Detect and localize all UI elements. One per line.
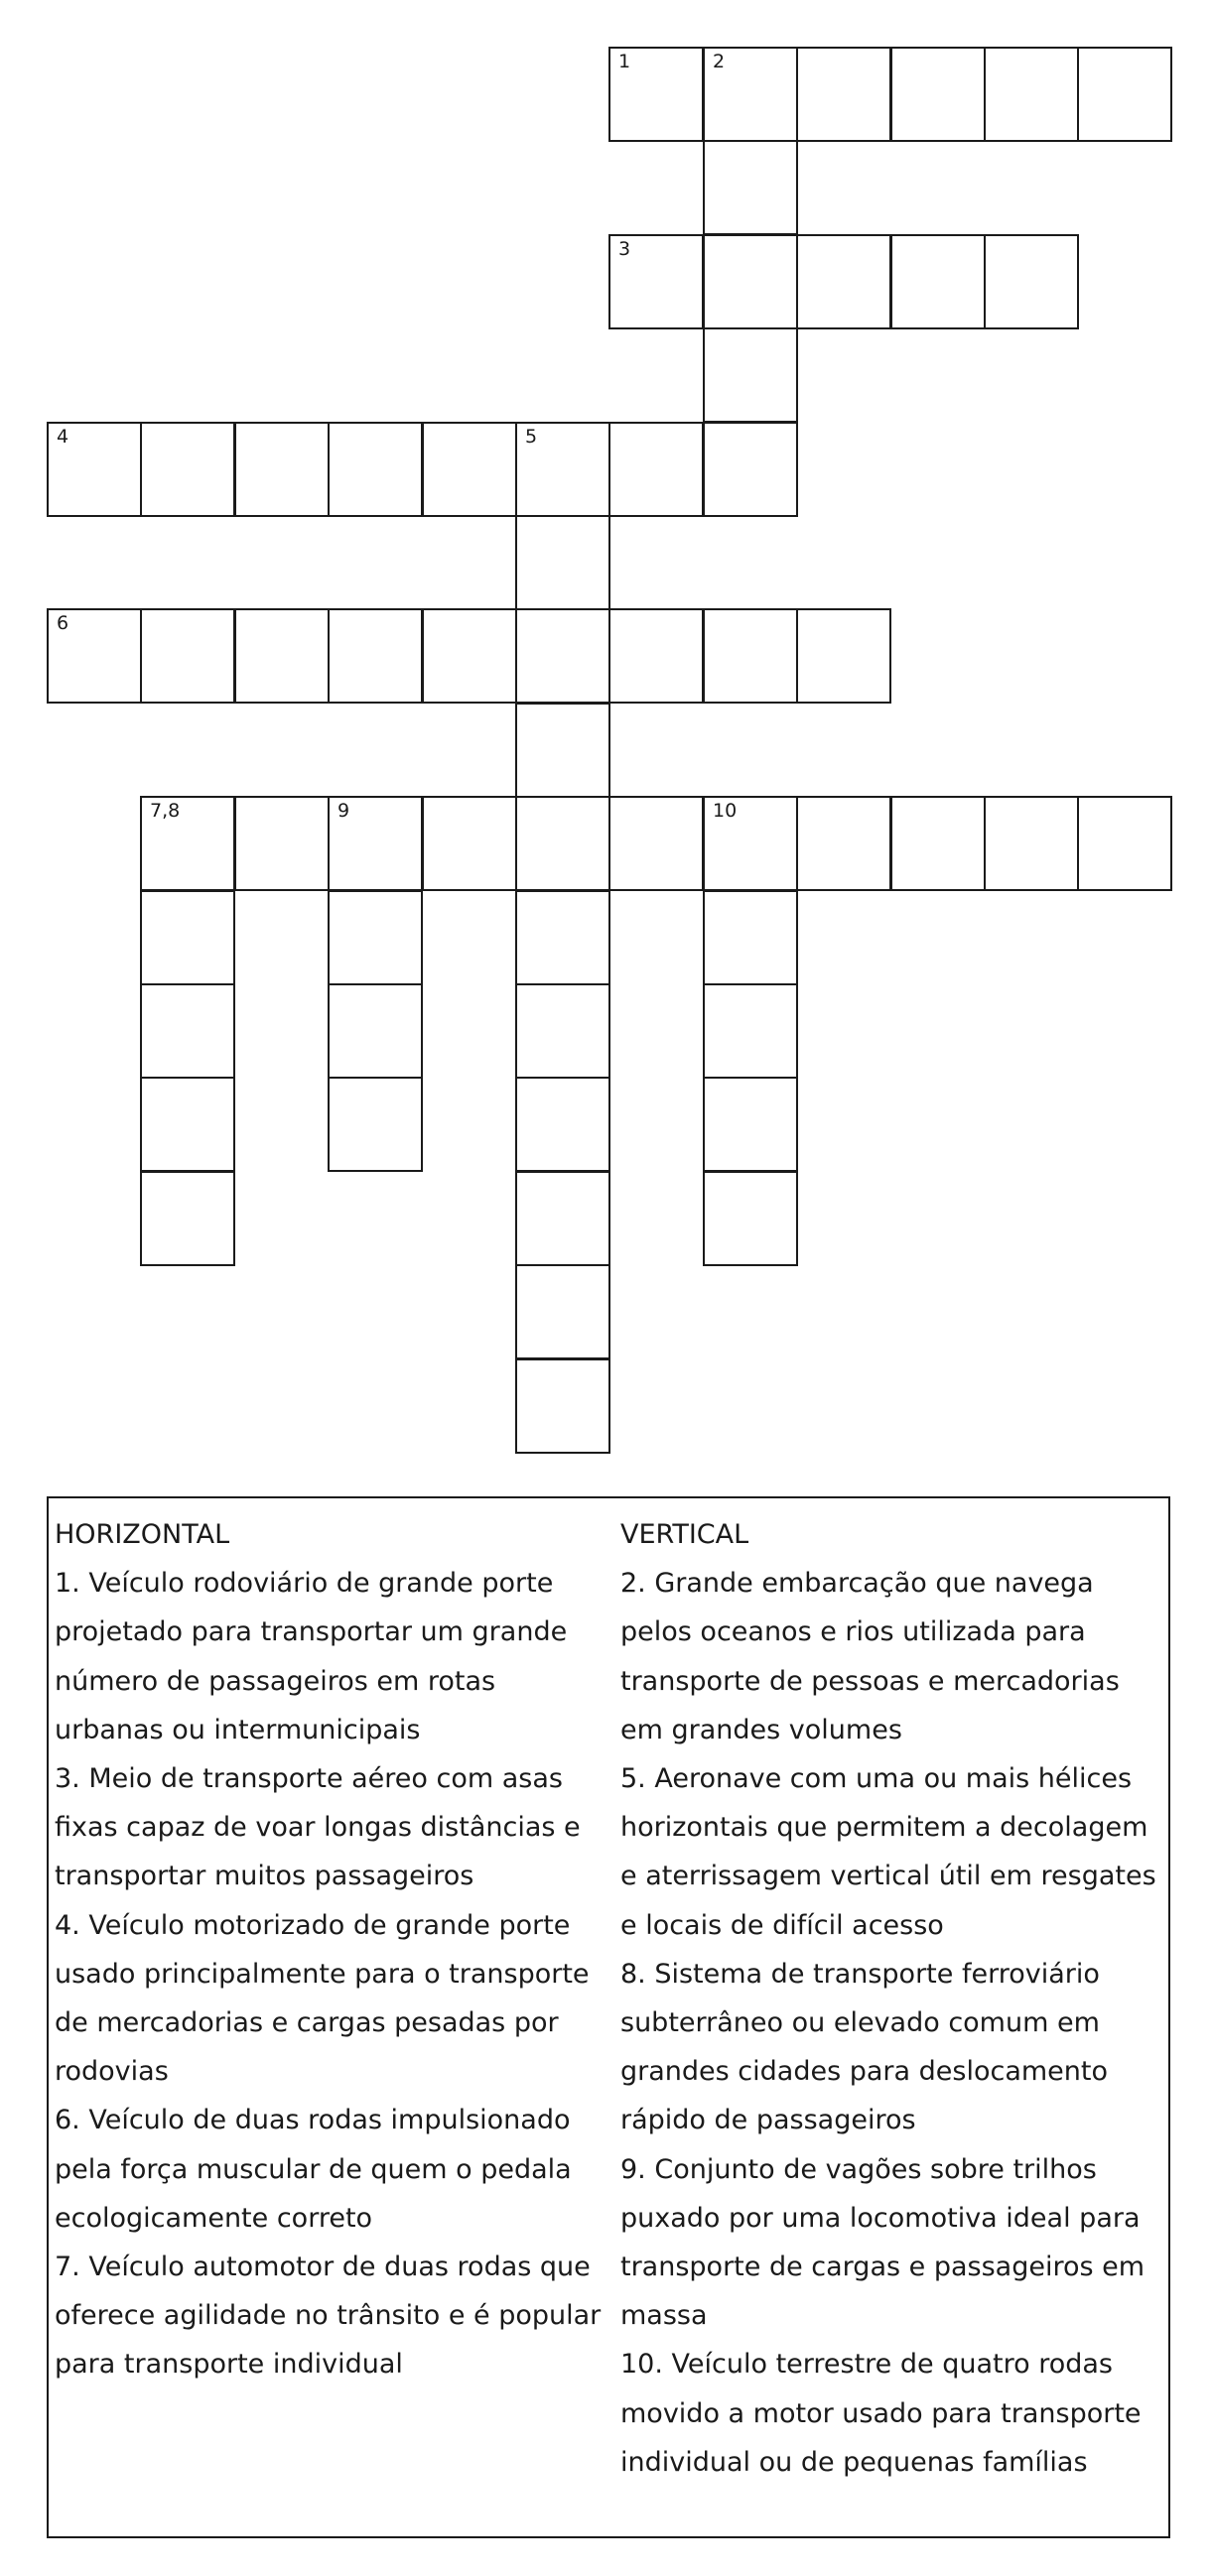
crossword-cell[interactable] xyxy=(796,47,891,142)
crossword-cell[interactable] xyxy=(608,796,704,891)
crossword-cell[interactable] xyxy=(140,983,235,1079)
crossword-cell[interactable] xyxy=(328,796,423,891)
crossword-cell[interactable] xyxy=(515,796,610,891)
crossword-cell[interactable] xyxy=(515,983,610,1079)
crossword-cell[interactable] xyxy=(515,608,610,704)
crossword-cell[interactable] xyxy=(703,327,798,423)
crossword-cell[interactable] xyxy=(703,890,798,985)
crossword-cell[interactable] xyxy=(608,608,704,704)
crossword-cell[interactable] xyxy=(703,140,798,235)
crossword-cell[interactable] xyxy=(984,796,1079,891)
crossword-cell[interactable] xyxy=(608,47,704,142)
crossword-cell[interactable] xyxy=(703,422,798,517)
vertical-heading: VERTICAL xyxy=(620,1519,749,1550)
clue-number: 9 xyxy=(337,800,350,822)
crossword-cell[interactable] xyxy=(515,703,610,798)
crossword-cell[interactable] xyxy=(515,1358,610,1454)
crossword-cell[interactable] xyxy=(515,1171,610,1266)
crossword-cell[interactable] xyxy=(234,796,330,891)
clue-number: 6 xyxy=(57,612,69,634)
crossword-cell[interactable] xyxy=(234,422,330,517)
crossword-cell[interactable] xyxy=(703,47,798,142)
clue-number: 5 xyxy=(525,426,538,448)
crossword-cell[interactable] xyxy=(890,796,986,891)
crossword-cell[interactable] xyxy=(140,422,235,517)
crossword-cell[interactable] xyxy=(703,608,798,704)
clue-h-7: 7. Veículo automotor de duas rodas que oferece agilidade no trânsito e é popular para transporte individual xyxy=(55,2252,602,2381)
crossword-cell[interactable] xyxy=(703,1077,798,1172)
clue-h-1: 1. Veículo rodoviário de grande porte projetado para transportar um grande número de passageiros em rotas urbanas ou intermunicipais xyxy=(55,1568,568,1745)
clue-h-6: 6. Veículo de duas rodas impulsionado pela força muscular de quem o pedala ecologicamente correto xyxy=(55,2105,572,2234)
clue-v-5: 5. Aeronave com uma ou mais hélices horizontais que permitem a decolagem e aterrissagem vertical útil em resgates e locais de difícil acesso xyxy=(620,1763,1156,1941)
crossword-cell[interactable] xyxy=(140,796,235,891)
clue-number: 10 xyxy=(713,800,738,822)
clue-h-4: 4. Veículo motorizado de grande porte usado principalmente para o transporte de mercadorias e cargas pesadas por rodovias xyxy=(55,1909,590,2088)
clue-v-2: 2. Grande embarcação que navega pelos oceanos e rios utilizada para transporte de pessoas e mercadorias em grandes volumes xyxy=(620,1568,1120,1745)
clue-number: 3 xyxy=(618,238,631,260)
crossword-cell[interactable] xyxy=(608,422,704,517)
crossword-cell[interactable] xyxy=(890,234,986,329)
vertical-clues xyxy=(620,1510,1168,2487)
crossword-cell[interactable] xyxy=(328,1077,423,1172)
crossword-cell[interactable] xyxy=(515,422,610,517)
crossword-cell[interactable] xyxy=(328,983,423,1079)
crossword-cell[interactable] xyxy=(140,1077,235,1172)
crossword-cell[interactable] xyxy=(328,608,423,704)
horizontal-heading: HORIZONTAL xyxy=(55,1519,230,1550)
crossword-cell[interactable] xyxy=(796,234,891,329)
crossword-cell[interactable] xyxy=(703,234,798,329)
clues-box xyxy=(47,1496,1170,2538)
crossword-cell[interactable] xyxy=(234,608,330,704)
clue-number: 7,8 xyxy=(150,800,181,822)
crossword-cell[interactable] xyxy=(515,1077,610,1172)
crossword-cell[interactable] xyxy=(608,234,704,329)
crossword-cell[interactable] xyxy=(515,515,610,610)
crossword-cell[interactable] xyxy=(422,796,517,891)
crossword-cell[interactable] xyxy=(515,1264,610,1359)
crossword-cell[interactable] xyxy=(328,890,423,985)
crossword-cell[interactable] xyxy=(703,1171,798,1266)
crossword-cell[interactable] xyxy=(890,47,986,142)
crossword-cell[interactable] xyxy=(422,608,517,704)
crossword-cell[interactable] xyxy=(984,234,1079,329)
crossword-cell[interactable] xyxy=(796,796,891,891)
crossword-cell[interactable] xyxy=(47,608,142,704)
clue-v-10: 10. Veículo terrestre de quatro rodas movido a motor usado para transporte individual ou de pequenas famílias xyxy=(620,2349,1142,2478)
crossword-cell[interactable] xyxy=(796,608,891,704)
clue-v-8: 8. Sistema de transporte ferroviário subterrâneo ou elevado comum em grandes cidades para deslocamento rápido de passageiros xyxy=(620,1958,1108,2136)
clue-number: 2 xyxy=(713,51,726,72)
crossword-cell[interactable] xyxy=(140,890,235,985)
crossword-cell[interactable] xyxy=(515,890,610,985)
clue-number: 1 xyxy=(618,51,631,72)
crossword-cell[interactable] xyxy=(703,796,798,891)
clue-number: 4 xyxy=(57,426,69,448)
horizontal-clues xyxy=(55,1510,610,2389)
crossword-cell[interactable] xyxy=(140,1171,235,1266)
clue-h-3: 3. Meio de transporte aéreo com asas fixas capaz de voar longas distâncias e transportar muitos passageiros xyxy=(55,1763,581,1892)
crossword-cell[interactable] xyxy=(984,47,1079,142)
crossword-cell[interactable] xyxy=(703,983,798,1079)
crossword-cell[interactable] xyxy=(1077,796,1172,891)
crossword-cell[interactable] xyxy=(1077,47,1172,142)
crossword-cell[interactable] xyxy=(422,422,517,517)
crossword-cell[interactable] xyxy=(328,422,423,517)
clue-v-9: 9. Conjunto de vagões sobre trilhos puxado por uma locomotiva ideal para transporte de cargas e passageiros em massa xyxy=(620,2153,1146,2332)
crossword-cell[interactable] xyxy=(140,608,235,704)
crossword-cell[interactable] xyxy=(47,422,142,517)
